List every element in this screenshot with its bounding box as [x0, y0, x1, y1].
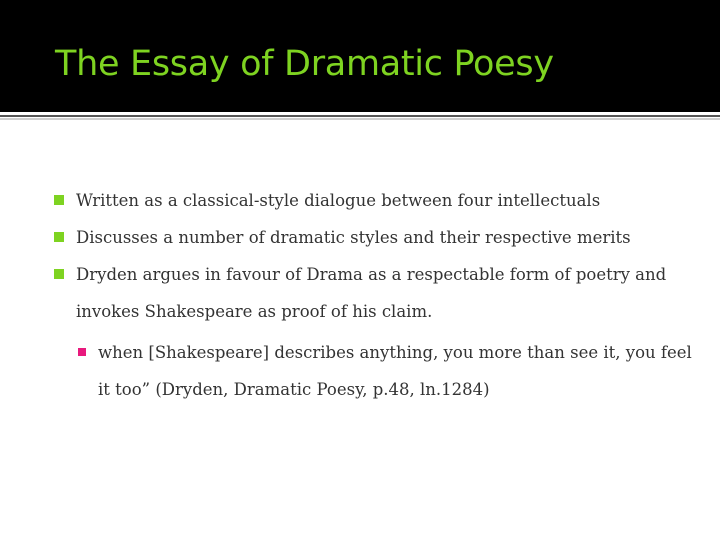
bullet-text: Discusses a number of dramatic styles and their respective merits — [76, 228, 631, 247]
bullet-text: Written as a classical-style dialogue between four intellectuals — [76, 191, 601, 210]
sub-bullet-item — [76, 334, 692, 408]
sub-bullet-list — [76, 334, 692, 408]
title-divider-dark — [0, 115, 720, 117]
slide-title: The Essay of Dramatic Poesy — [55, 44, 554, 84]
bullet-item — [52, 182, 692, 219]
square-sub-bullet-icon — [78, 348, 86, 356]
square-bullet-icon — [54, 195, 64, 205]
square-bullet-icon — [54, 269, 64, 279]
bullet-text: Dryden argues in favour of Drama as a respectable form of poetry and invokes Shakespeare as proof of his claim. — [76, 265, 667, 321]
bullet-item — [52, 219, 692, 256]
title-divider-light — [0, 118, 720, 120]
square-bullet-icon — [54, 232, 64, 242]
title-bar — [0, 0, 720, 112]
bullet-item — [52, 256, 692, 408]
sub-bullet-text: when [Shakespeare] describes anything, you more than see it, you feel it too” (Dryden, Dramatic Poesy, p.48, ln.1284) — [98, 343, 692, 399]
bullet-list — [52, 182, 692, 408]
